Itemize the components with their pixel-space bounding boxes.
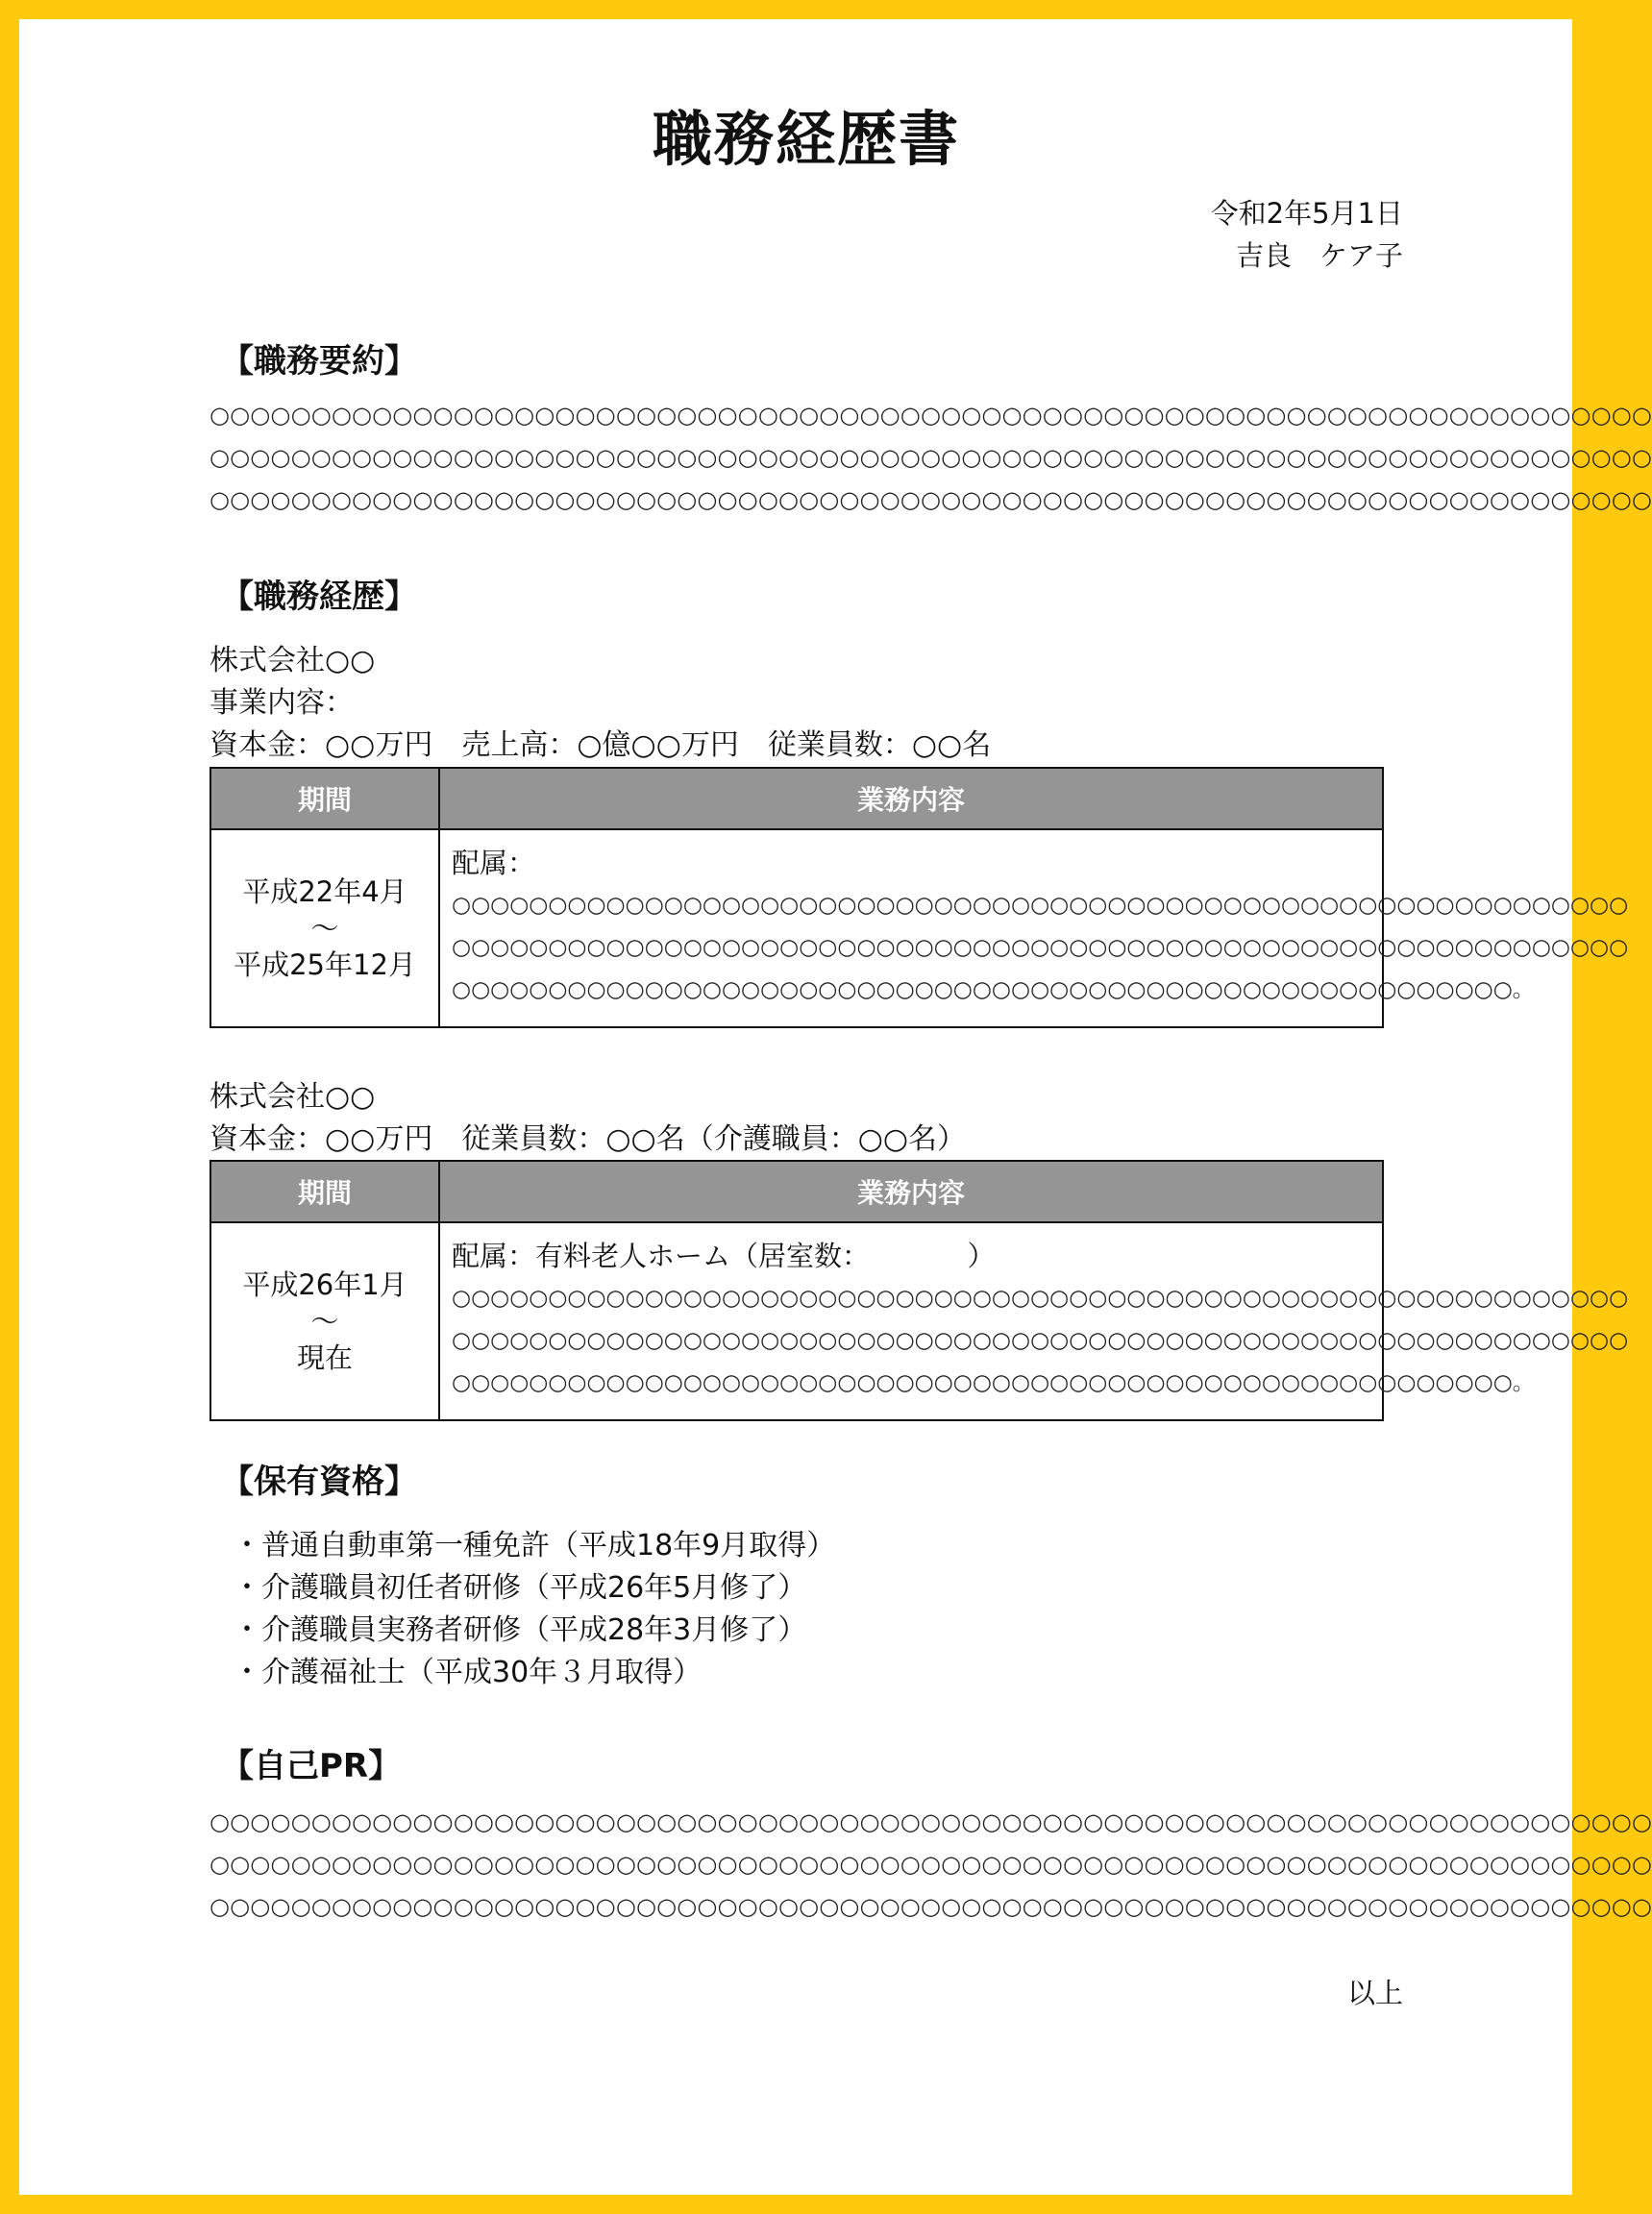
table-row [210, 1222, 1383, 1420]
table-row [210, 829, 1383, 1027]
career-heading: 【職務経歴】 [221, 578, 417, 616]
period-separator: 〜 [310, 1305, 339, 1338]
period-end: 平成25年12月 [234, 948, 416, 981]
qualification-item: ・介護福祉士（平成30年３月取得） [233, 1656, 703, 1689]
career-table-1 [210, 767, 1629, 1028]
detail-line: ○○○○○○○○○○○○○○○○○○○○○○○○○○○○○○○○○○○○○○○○○○○○○○○○○○○○○○○○○○○○○ [452, 935, 1629, 960]
period-end: 現在 [296, 1341, 353, 1374]
date-name-block [1211, 192, 1403, 277]
self-pr-line: ○○○○○○○○○○○○○○○○○○○○○○○○○○○○○○○○○○○○○○○○○○○○○○○○○○○○○○○○○○○○○○○○○○○○○○○ [210, 1808, 1652, 1835]
qualifications-heading: 【保有資格】 [221, 1463, 417, 1501]
detail-line: ○○○○○○○○○○○○○○○○○○○○○○○○○○○○○○○○○○○○○○○○○○○○○○○○○○○○○○○。 [452, 1370, 1535, 1395]
self-pr-line: ○○○○○○○○○○○○○○○○○○○○○○○○○○○○○○○○○○○○○○○○○○○○○○○○○○○○○○○○○○○○○○○○○○○○○○○ [210, 1893, 1652, 1920]
document-title: 職務経歴書 [652, 104, 960, 174]
assignment: 配属： [452, 847, 536, 879]
period-cell [210, 829, 439, 1027]
company-1-name: 株式会社○○ [210, 644, 376, 677]
content-header: 業務内容 [439, 1161, 1383, 1222]
detail-line: ○○○○○○○○○○○○○○○○○○○○○○○○○○○○○○○○○○○○○○○○○○○○○○○○○○○○○○○○○○○○○ [452, 1286, 1629, 1311]
summary-line: ○○○○○○○○○○○○○○○○○○○○○○○○○○○○○○○○○○○○○○○○○○○○○○○○○○○○○○○○○○○○○○○○○○○○○○○ [210, 402, 1652, 429]
company-1-info: 資本金：○○万円 売上高：○億○○万円 従業員数：○○名 [210, 728, 992, 762]
company-2-name: 株式会社○○ [210, 1080, 376, 1114]
detail-line: ○○○○○○○○○○○○○○○○○○○○○○○○○○○○○○○○○○○○○○○○○○○○○○○○○○○○○○○○○○○○○ [452, 1328, 1629, 1353]
period-start: 平成22年4月 [242, 875, 407, 908]
qualification-item: ・介護職員実務者研修（平成28年3月修了） [233, 1613, 807, 1647]
career-table-2 [210, 1160, 1629, 1421]
summary-heading: 【職務要約】 [221, 342, 417, 381]
closing-text: 以上 [1346, 1977, 1403, 2009]
document-page [19, 19, 1652, 2195]
qualification-item: ・普通自動車第一種免許（平成18年9月取得） [233, 1529, 836, 1562]
self-pr-line: ○○○○○○○○○○○○○○○○○○○○○○○○○○○○○○○○○○○○○○○○○○○○○○○○○○○○○○○○○○○○○○○○○○○○○○○ [210, 1851, 1652, 1878]
company-2-info: 資本金：○○万円 従業員数：○○名（介護職員：○○名） [210, 1122, 967, 1156]
qualification-item: ・介護職員初任者研修（平成26年5月修了） [233, 1571, 807, 1605]
detail-cell [439, 829, 1629, 1027]
summary-line: ○○○○○○○○○○○○○○○○○○○○○○○○○○○○○○○○○○○○○○○○○○○○○○○○○○○○○○○○○○○○○○○○○○○○○○○ [210, 444, 1652, 471]
period-cell [210, 1222, 439, 1420]
company-1-business: 事業内容： [210, 686, 354, 720]
period-header: 期間 [210, 768, 439, 829]
table-header-row [210, 768, 1383, 829]
document-date: 令和2年5月1日 [1210, 197, 1403, 230]
period-start: 平成26年1月 [242, 1268, 407, 1301]
period-separator: 〜 [310, 912, 339, 945]
assignment: 配属：有料老人ホーム（居室数： ） [452, 1240, 996, 1272]
detail-cell [439, 1222, 1629, 1420]
table-header-row [210, 1161, 1383, 1222]
detail-line: ○○○○○○○○○○○○○○○○○○○○○○○○○○○○○○○○○○○○○○○○○○○○○○○○○○○○○○○○○○○○○ [452, 893, 1629, 918]
summary-line: ○○○○○○○○○○○○○○○○○○○○○○○○○○○○○○○○○○○○○○○○○○○○○○○○○○○○○○○○○○○○○○○○○○○○○○○ [210, 486, 1652, 513]
period-header: 期間 [210, 1161, 439, 1222]
detail-line: ○○○○○○○○○○○○○○○○○○○○○○○○○○○○○○○○○○○○○○○○○○○○○○○○○○○○○○○。 [452, 977, 1535, 1002]
content-header: 業務内容 [439, 768, 1383, 829]
self-pr-heading: 【自己PR】 [221, 1747, 402, 1785]
author-name: 吉良 ケア子 [1235, 239, 1403, 272]
